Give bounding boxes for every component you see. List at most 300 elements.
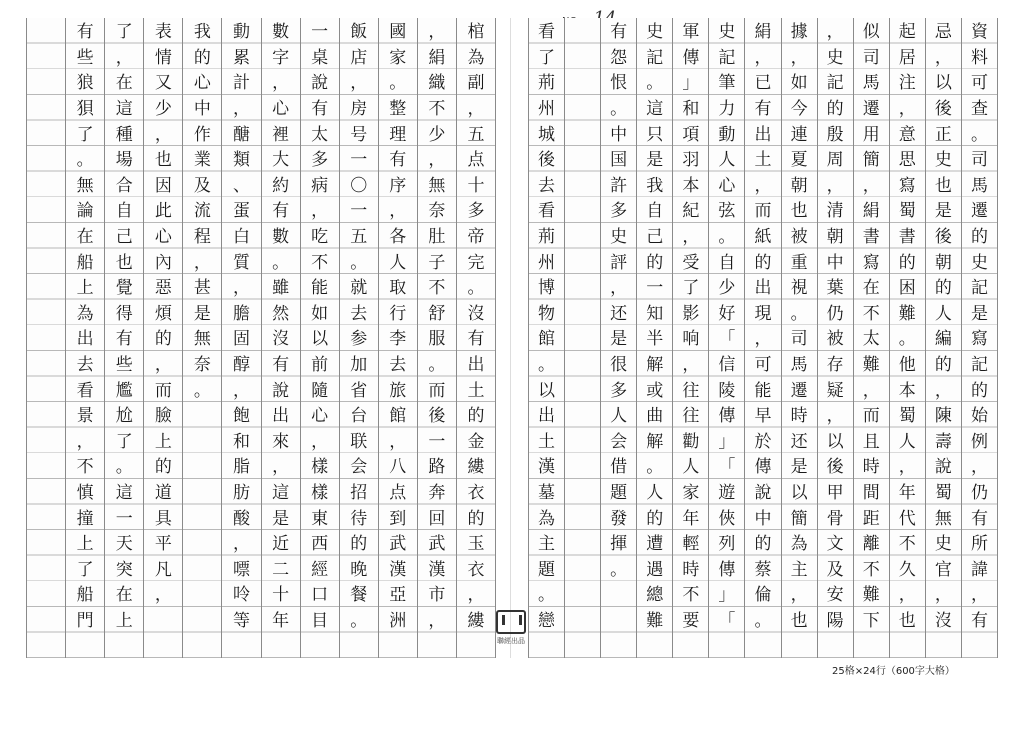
manuscript-character: 作 [193,124,211,145]
manuscript-character: 上 [154,431,172,452]
manuscript-character: 樣 [311,457,329,478]
manuscript-character: 墓 [538,482,556,503]
manuscript-character: 累 [232,47,250,68]
manuscript-character: 合 [115,175,133,196]
manuscript-character: 漢 [389,559,407,580]
manuscript-character: 有 [467,329,485,350]
manuscript-character: 業 [193,150,211,171]
manuscript-character: ， [428,150,446,171]
manuscript-character: ， [970,585,988,606]
manuscript-character: ， [311,431,329,452]
manuscript-character: 国 [610,150,628,171]
manuscript-character: 了 [682,278,700,299]
manuscript-character: 是 [970,303,988,324]
manuscript-character: 解 [646,355,664,376]
manuscript-character: 也 [934,175,952,196]
manuscript-character: 有 [610,22,628,43]
manuscript-character: 思 [898,150,916,171]
manuscript-character: 是 [272,508,290,529]
manuscript-character: 多 [311,150,329,171]
manuscript-character: 朝 [790,175,808,196]
manuscript-character: 離 [862,534,880,555]
manuscript-character: 在 [115,585,133,606]
manuscript-character: 有 [272,201,290,222]
manuscript-character: 要 [682,610,700,631]
manuscript-character: 臉 [154,406,172,427]
manuscript-character: ， [350,73,368,94]
manuscript-character: 州 [538,252,556,273]
manuscript-character: 說 [934,457,952,478]
manuscript-character: ， [898,585,916,606]
manuscript-character: 病 [311,175,329,196]
manuscript-character: 場 [115,150,133,171]
manuscript-character: 省 [350,380,368,401]
manuscript-column [300,18,339,658]
manuscript-character: 和 [682,99,700,120]
manuscript-character: 論 [76,201,94,222]
manuscript-character: 市 [428,585,446,606]
manuscript-character: 下 [862,610,880,631]
manuscript-character: 待 [350,508,368,529]
manuscript-character: 城 [538,124,556,145]
manuscript-character: 信 [718,355,736,376]
manuscript-character: 簡 [862,150,880,171]
manuscript-character: 去 [350,303,368,324]
manuscript-character: 傳 [718,406,736,427]
manuscript-character: 久 [898,559,916,580]
manuscript-character: 忌 [934,22,952,43]
manuscript-character: 弦 [718,201,736,222]
manuscript-character: ， [311,201,329,222]
manuscript-character: 馬 [970,175,988,196]
manuscript-character: 尷 [115,380,133,401]
manuscript-character: 仍 [826,303,844,324]
manuscript-character: 或 [646,380,664,401]
manuscript-column [143,18,182,658]
manuscript-character: 多 [610,201,628,222]
manuscript-character: 遷 [970,201,988,222]
manuscript-character: 輕 [682,534,700,555]
manuscript-character: 有 [970,508,988,529]
manuscript-character: 船 [76,585,94,606]
manuscript-character: 太 [311,124,329,145]
manuscript-character: 有 [272,355,290,376]
manuscript-character: 还 [610,303,628,324]
manuscript-character: ， [272,457,290,478]
manuscript-character: 覺 [115,278,133,299]
manuscript-character: 用 [862,124,880,145]
manuscript-column [925,18,961,658]
manuscript-character: 帝 [467,227,485,248]
manuscript-character: 往 [682,380,700,401]
manuscript-character: 然 [272,303,290,324]
manuscript-character: ， [428,22,446,43]
manuscript-character: 整 [389,99,407,120]
manuscript-character: 奈 [193,355,211,376]
manuscript-character: 一 [311,22,329,43]
manuscript-character: 尬 [115,406,133,427]
manuscript-character: ， [76,431,94,452]
manuscript-character: 史 [718,22,736,43]
manuscript-character: 說 [754,482,772,503]
manuscript-character: 荊 [538,227,556,248]
manuscript-character: 以 [311,329,329,350]
manuscript-character: 蛋 [232,201,250,222]
manuscript-character: 一 [115,508,133,529]
manuscript-character: 始 [970,406,988,427]
manuscript-character: 所 [970,534,988,555]
manuscript-character: 到 [389,508,407,529]
manuscript-character: 十 [467,175,485,196]
manuscript-character: ， [232,534,250,555]
manuscript-character: 以 [826,431,844,452]
manuscript-character: 上 [76,534,94,555]
manuscript-character: 史 [826,47,844,68]
manuscript-character: 的 [754,534,772,555]
manuscript-character: 去 [538,175,556,196]
manuscript-character: 取 [389,278,407,299]
manuscript-character: 奈 [428,201,446,222]
manuscript-character: 餐 [350,585,368,606]
manuscript-character: 也 [898,610,916,631]
manuscript-character: 疑 [826,380,844,401]
manuscript-character: 蜀 [934,482,952,503]
manuscript-character: 史 [934,150,952,171]
manuscript-character: 嘌 [232,559,250,580]
manuscript-character: 半 [646,329,664,350]
manuscript-character: 联 [350,431,368,452]
manuscript-character: 的 [467,406,485,427]
manuscript-column [528,18,564,658]
manuscript-character: 在 [862,278,880,299]
manuscript-column [261,18,300,658]
manuscript-character: 子 [428,252,446,273]
manuscript-character: 路 [428,457,446,478]
manuscript-character: 程 [193,227,211,248]
manuscript-character: 慎 [76,482,94,503]
manuscript-character: ， [467,99,485,120]
manuscript-character: 發 [610,508,628,529]
manuscript-character: 飽 [232,406,250,427]
manuscript-character: 織 [428,73,446,94]
manuscript-character: 」 [718,585,736,606]
manuscript-character: 被 [790,227,808,248]
manuscript-character: 二 [272,559,290,580]
manuscript-character: 記 [646,47,664,68]
manuscript-character: 揮 [610,534,628,555]
manuscript-character: 漢 [428,559,446,580]
manuscript-character: 東 [311,508,329,529]
manuscript-column [221,18,260,658]
manuscript-character: 不 [428,278,446,299]
manuscript-character: 中 [610,124,628,145]
manuscript-character: 來 [272,431,290,452]
manuscript-character: 多 [467,201,485,222]
manuscript-column [26,18,65,658]
manuscript-character: 、 [232,175,250,196]
manuscript-character: 隨 [311,380,329,401]
manuscript-character: 遭 [646,534,664,555]
manuscript-character: 行 [389,303,407,324]
manuscript-character: 心 [154,227,172,248]
manuscript-character: 裡 [272,124,290,145]
manuscript-character: 前 [311,355,329,376]
manuscript-character: 重 [790,252,808,273]
manuscript-character: 因 [154,175,172,196]
manuscript-character: 數 [272,227,290,248]
manuscript-character: 参 [350,329,368,350]
manuscript-character: 這 [272,482,290,503]
manuscript-character: 心 [193,73,211,94]
manuscript-character: 司 [862,47,880,68]
manuscript-character: 縷 [467,457,485,478]
manuscript-character: 列 [718,534,736,555]
manuscript-character: 及 [193,175,211,196]
manuscript-character: 出 [754,278,772,299]
manuscript-character: 本 [898,380,916,401]
manuscript-character: 只 [646,124,664,145]
manuscript-character: 恨 [610,73,628,94]
manuscript-character: 副 [467,73,485,94]
manuscript-character: 如 [790,73,808,94]
manuscript-character: ， [154,355,172,376]
manuscript-character: 物 [538,303,556,324]
manuscript-character: 許 [610,175,628,196]
manuscript-character: 是 [934,201,952,222]
manuscript-character: 記 [970,355,988,376]
manuscript-character: 陳 [934,406,952,427]
manuscript-character: 些 [76,47,94,68]
manuscript-character: 武 [428,534,446,555]
manuscript-character: 些 [115,355,133,376]
manuscript-character: 的 [970,380,988,401]
page-gutter [510,18,511,658]
manuscript-character: 心 [718,175,736,196]
manuscript-character: 本 [682,175,700,196]
manuscript-character: 一 [350,201,368,222]
manuscript-character: 後 [428,406,446,427]
manuscript-character: 大 [272,150,290,171]
manuscript-character: 。 [350,252,368,273]
manuscript-character: 沒 [934,610,952,631]
manuscript-character: 己 [115,227,133,248]
manuscript-character: 起 [898,22,916,43]
manuscript-character: 房 [350,99,368,120]
manuscript-character: 也 [790,610,808,631]
manuscript-character: 仍 [970,482,988,503]
manuscript-character: 少 [718,278,736,299]
manuscript-character: 後 [538,150,556,171]
manuscript-character: 國 [389,22,407,43]
manuscript-character: 好 [718,303,736,324]
manuscript-character: 甲 [826,482,844,503]
manuscript-character: 平 [154,534,172,555]
manuscript-character: 西 [311,534,329,555]
manuscript-character: ， [754,47,772,68]
manuscript-character: ， [826,406,844,427]
manuscript-character: 。 [790,303,808,324]
manuscript-character: 流 [193,201,211,222]
manuscript-character: 可 [754,355,772,376]
manuscript-character: 項 [682,124,700,145]
manuscript-character: 他 [898,355,916,376]
manuscript-character: 難 [862,355,880,376]
manuscript-character: ， [898,457,916,478]
manuscript-character: 約 [272,175,290,196]
manuscript-character: 如 [311,303,329,324]
manuscript-character: 在 [76,227,94,248]
manuscript-character: 周 [826,150,844,171]
manuscript-character: ， [232,99,250,120]
manuscript-character: 為 [76,303,94,324]
manuscript-character: 年 [682,508,700,529]
manuscript-character: 傳 [682,47,700,68]
manuscript-character: 肪 [232,482,250,503]
manuscript-character: 題 [538,559,556,580]
manuscript-character: 文 [826,534,844,555]
manuscript-character: 「 [718,457,736,478]
publisher-logo [482,610,540,650]
manuscript-character: 是 [610,329,628,350]
manuscript-character: 白 [232,227,250,248]
manuscript-character: 解 [646,431,664,452]
manuscript-character: 紙 [754,227,772,248]
manuscript-character: 。 [350,610,368,631]
manuscript-character: ， [862,175,880,196]
manuscript-character: 服 [428,329,446,350]
manuscript-character: ， [428,610,446,631]
manuscript-character: 很 [610,355,628,376]
manuscript-character: ， [193,252,211,273]
manuscript-character: 舒 [428,303,446,324]
manuscript-character: 說 [311,73,329,94]
manuscript-character: 。 [754,610,772,631]
manuscript-character: 看 [538,201,556,222]
manuscript-character: 自 [718,252,736,273]
manuscript-character: 的 [154,329,172,350]
manuscript-character: ， [682,355,700,376]
manuscript-character: 具 [154,508,172,529]
manuscript-character: 受 [682,252,700,273]
manuscript-character: 沒 [272,329,290,350]
manuscript-character: 自 [646,201,664,222]
manuscript-character: 資 [970,22,988,43]
manuscript-character: 人 [934,303,952,324]
manuscript-grid-right [528,18,998,658]
manuscript-character: 出 [754,124,772,145]
manuscript-character: 去 [76,355,94,376]
manuscript-character: 。 [610,99,628,120]
manuscript-character: 去 [389,355,407,376]
manuscript-character: 往 [682,406,700,427]
manuscript-character: 為 [538,508,556,529]
manuscript-character: 主 [790,559,808,580]
manuscript-character: 亞 [389,585,407,606]
manuscript-character: 土 [538,431,556,452]
manuscript-column [672,18,708,658]
manuscript-character: 安 [826,585,844,606]
manuscript-character: 以 [538,380,556,401]
manuscript-character: 飯 [350,22,368,43]
manuscript-character: 州 [538,99,556,120]
manuscript-character: 及 [826,559,844,580]
manuscript-character: 少 [428,124,446,145]
manuscript-character: 今 [790,99,808,120]
manuscript-character: 查 [970,99,988,120]
manuscript-character: 寫 [862,252,880,273]
manuscript-character: 陵 [718,380,736,401]
manuscript-character: 「 [718,610,736,631]
manuscript-character: 了 [115,431,133,452]
manuscript-character: 存 [826,355,844,376]
manuscript-character: 的 [467,508,485,529]
manuscript-character: 台 [350,406,368,427]
manuscript-character: 動 [718,124,736,145]
publisher-logo-text: 聯經出品 [497,637,525,645]
manuscript-character: 土 [754,150,772,171]
manuscript-character: 樣 [311,482,329,503]
manuscript-character: 金 [467,431,485,452]
manuscript-character: 似 [862,22,880,43]
manuscript-character: 官 [934,559,952,580]
manuscript-character: ， [790,585,808,606]
manuscript-character: 上 [76,278,94,299]
manuscript-character: 難 [898,303,916,324]
manuscript-page-left [26,18,496,658]
manuscript-character: 脂 [232,457,250,478]
manuscript-character: 的 [154,457,172,478]
manuscript-character: 清 [826,201,844,222]
manuscript-character: 注 [898,73,916,94]
manuscript-character: 這 [646,99,664,120]
manuscript-character: 煩 [154,303,172,324]
manuscript-character: 壽 [934,431,952,452]
manuscript-character: 俠 [718,508,736,529]
manuscript-character: 時 [682,559,700,580]
manuscript-character: 。 [428,355,446,376]
manuscript-character: 在 [115,73,133,94]
manuscript-column [456,18,496,658]
manuscript-character: 種 [115,124,133,145]
manuscript-character: 記 [826,73,844,94]
manuscript-character: 能 [311,278,329,299]
manuscript-character: 道 [154,482,172,503]
manuscript-character: 計 [232,73,250,94]
manuscript-character: 說 [272,380,290,401]
manuscript-character: 史 [934,534,952,555]
manuscript-character: 。 [646,73,664,94]
manuscript-character: 為 [467,47,485,68]
manuscript-character: 号 [350,124,368,145]
manuscript-character: 狼 [76,73,94,94]
manuscript-column [417,18,456,658]
manuscript-character: 而 [154,380,172,401]
manuscript-character: 陽 [826,610,844,631]
manuscript-character: 了 [115,22,133,43]
manuscript-character: 船 [76,252,94,273]
manuscript-character: 得 [115,303,133,324]
manuscript-character: 也 [790,201,808,222]
manuscript-character: 是 [790,457,808,478]
manuscript-column [600,18,636,658]
manuscript-character: 的 [898,252,916,273]
manuscript-character: 五 [350,227,368,248]
manuscript-character: 点 [389,482,407,503]
manuscript-character: ， [467,585,485,606]
manuscript-character: 会 [610,431,628,452]
manuscript-character: 不 [76,457,94,478]
manuscript-character: ， [934,380,952,401]
